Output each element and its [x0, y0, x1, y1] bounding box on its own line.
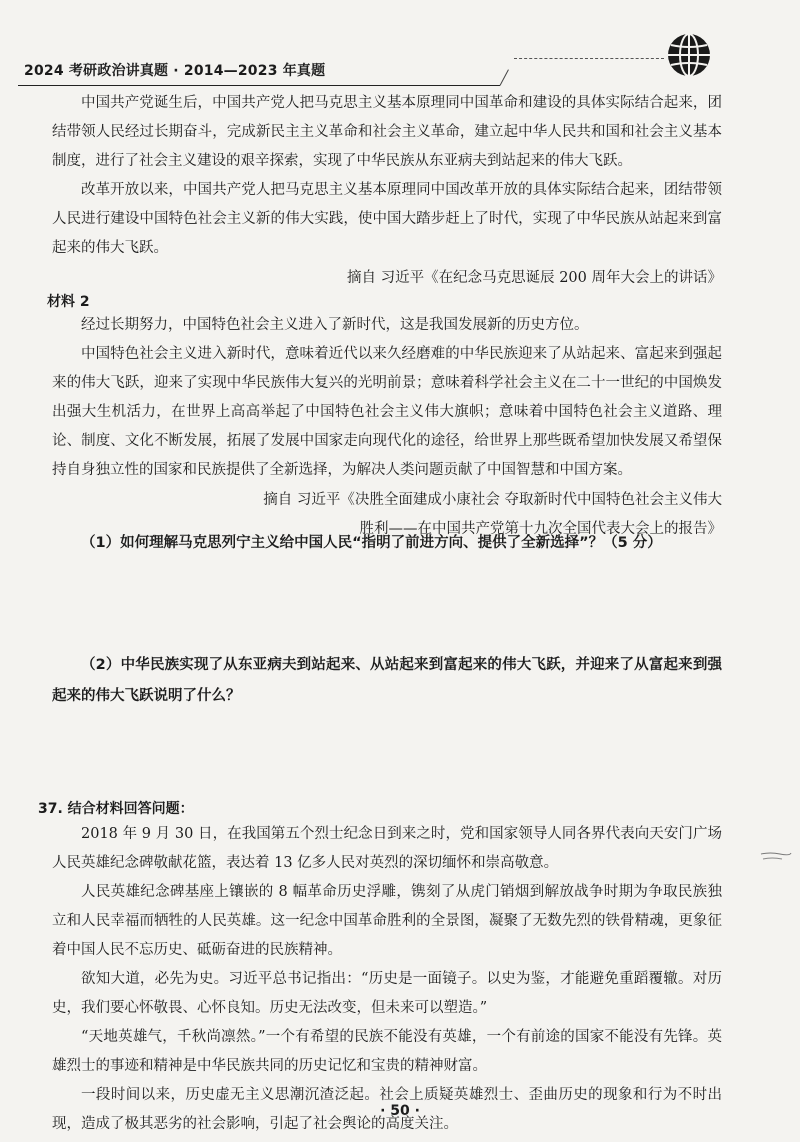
question-2-text: （2）中华民族实现了从东亚病夫到站起来、从站起来到富起来的伟大飞跃，并迎来了从富起来到强起来的伟大飞跃说明了什么？ [52, 657, 722, 704]
question-37-paragraph: “天地英雄气，千秋尚凛然。”一个有希望的民族不能没有英雄，一个有前途的国家不能没有先锋。英雄烈士的事迹和精神是中华民族共同的历史记忆和宝贵的精神财富。 [52, 1029, 722, 1074]
running-header: 2024 考研政治讲真题 · 2014—2023 年真题 [24, 63, 326, 79]
question-37-paragraph: 2018 年 9 月 30 日，在我国第五个烈士纪念日到来之时，党和国家领导人同各界代表向天安门广场人民英雄纪念碑敬献花篮，表达着 13 亿多人民对英烈的深切缅怀和崇高敬意。 [52, 826, 722, 871]
material-2-citation-line-1: 摘自 习近平《决胜全面建成小康社会 夺取新时代中国特色社会主义伟大 [263, 492, 722, 508]
material-2-heading: 材料 2 [47, 294, 90, 310]
header-rule [18, 85, 500, 86]
material-2-paragraph: 经过长期努力，中国特色社会主义进入了新时代，这是我国发展新的历史方位。 [81, 317, 589, 333]
material-1-citation: 摘自 习近平《在纪念马克思诞辰 200 周年大会上的讲话》 [346, 270, 722, 286]
globe-icon [664, 30, 714, 80]
question-37-paragraph: 人民英雄纪念碑基座上镶嵌的 8 幅革命历史浮雕，镌刻了从虎门销烟到解放战争时期为争取民族独立和人民幸福而牺牲的人民英雄。这一纪念中国革命胜利的全景图，凝聚了无数先烈的铁骨精魂，更象征着中国人民不忘历史、砥砺奋进的民族精神。 [52, 884, 722, 958]
pencil-mark [760, 848, 792, 866]
question-1-text: （1）如何理解马克思列宁主义给中国人民“指明了前进方向、提供了全新选择”？（5 分） [81, 535, 662, 551]
material-1-paragraph: 改革开放以来，中国共产党人把马克思主义基本原理同中国改革开放的具体实际结合起来，团结带领人民进行建设中国特色社会主义新的伟大实践，使中国大踏步赶上了时代，实现了中华民族从站起来到富起来的伟大飞跃。 [52, 182, 722, 256]
material-2-paragraph: 中国特色社会主义进入新时代，意味着近代以来久经磨难的中华民族迎来了从站起来、富起来到强起来的伟大飞跃，迎来了实现中华民族伟大复兴的光明前景；意味着科学社会主义在二十一世纪的中国焕发出强大生机活力，在世界上高高举起了中国特色社会主义伟大旗帜；意味着中国特色社会主义道路、理论、制度、文化不断发展，拓展了发展中国家走向现代化的途径，给世界上那些既希望加快发展又希望保持自身独立性的国家和民族提供了全新选择，为解决人类问题贡献了中国智慧和中国方案。 [52, 346, 722, 478]
material-2-body [52, 311, 722, 544]
question-37-paragraph: 一段时间以来，历史虚无主义思潮沉渣泛起。社会上质疑英雄烈士、歪曲历史的现象和行为不时出现，造成了极其恶劣的社会影响，引起了社会舆论的高度关注。 [52, 1087, 722, 1132]
page-number: · 50 · [380, 1103, 420, 1119]
material-1-block [52, 89, 722, 293]
header-dotted-rule [514, 58, 664, 59]
question-37-paragraph: 欲知大道，必先为史。习近平总书记指出：“历史是一面镜子。以史为鉴，才能避免重蹈覆辙。对历史，我们要心怀敬畏、心怀良知。历史无法改变，但未来可以塑造。” [52, 971, 722, 1016]
material-2-citation-line-2: 胜利——在中国共产党第十九次全国代表大会上的报告》 [359, 521, 722, 537]
question-2 [52, 650, 722, 712]
material-1-paragraph: 中国共产党诞生后，中国共产党人把马克思主义基本原理同中国革命和建设的具体实际结合起来，团结带领人民经过长期奋斗，完成新民主主义革命和社会主义革命，建立起中华人民共和国和社会主义基本制度，进行了社会主义建设的艰辛探索，实现了中华民族从东亚病夫到站起来的伟大飞跃。 [52, 95, 722, 169]
question-37-heading: 37. 结合材料回答问题： [38, 801, 194, 817]
question-37-body [52, 820, 722, 1139]
question-1 [52, 528, 722, 559]
header-rule-slant [500, 69, 509, 85]
